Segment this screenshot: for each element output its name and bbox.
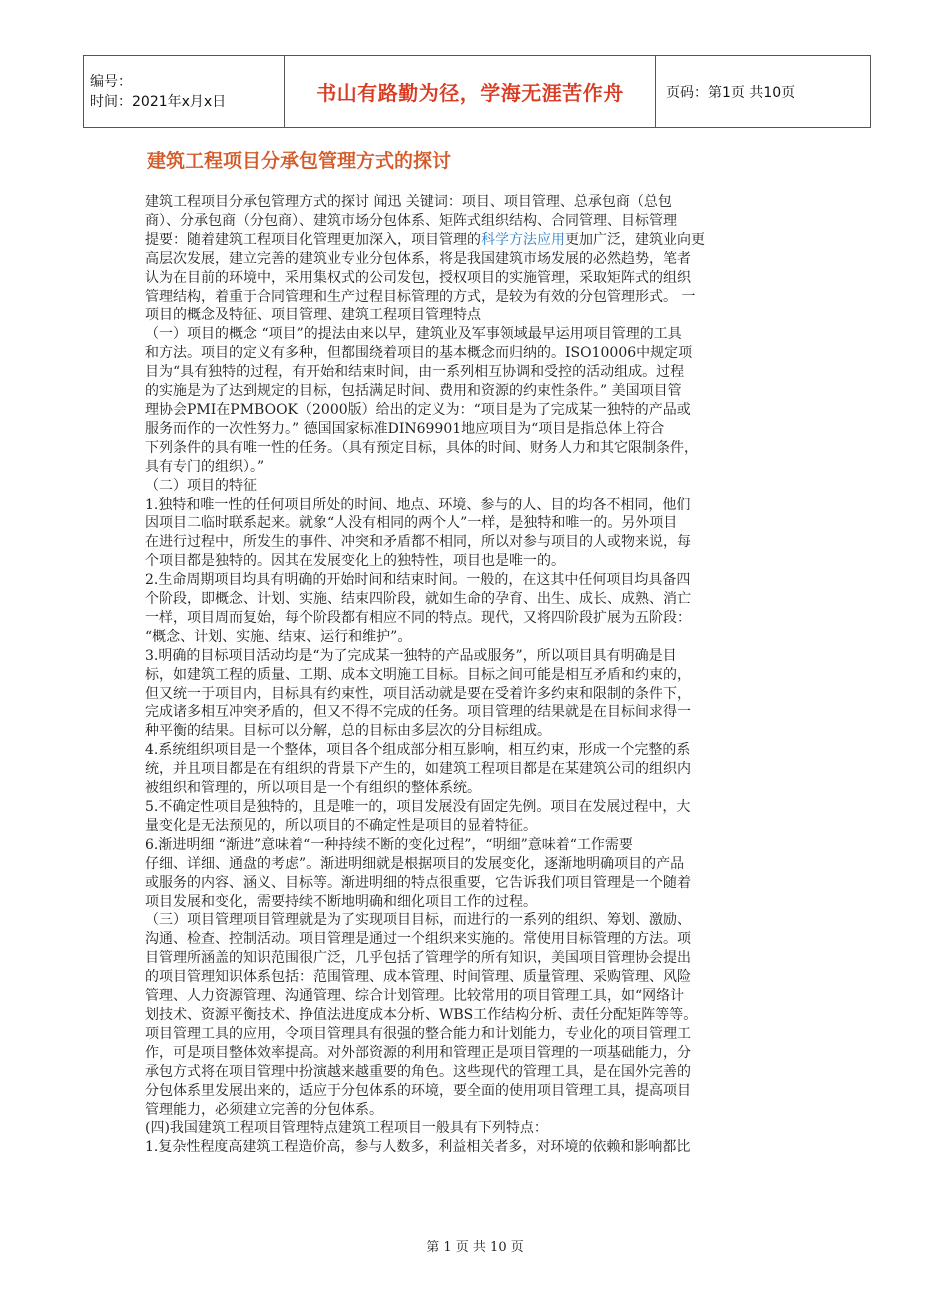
body-line: 个阶段，即概念、计划、实施、结束四阶段，就如生命的孕育、出生、成长、成熟、消亡: [145, 591, 691, 608]
motto-text: 书山有路勤为径，学海无涯苦作舟: [316, 81, 624, 105]
header-motto-cell: [285, 56, 656, 128]
science-method-link[interactable]: 科学方法应用: [481, 231, 565, 248]
body-line: 1.复杂性程度高建筑工程造价高，参与人数多，利益相关者多，对环境的依赖和影响都比: [145, 1139, 691, 1156]
header-page-cell: [656, 56, 871, 128]
body-line: 种平衡的结果。目标可以分解，总的目标由多层次的分目标组成。: [145, 723, 551, 740]
date-label: 时间：2021年x月x日: [90, 93, 227, 110]
body-line: “概念、计划、实施、结束、运行和维护”。: [145, 628, 412, 645]
body-line: 3.明确的目标项目活动均是“为了完成某一独特的产品或服务”，所以项目具有明确是目: [145, 647, 677, 664]
body-line: 和方法。项目的定义有多种，但都围绕着项目的基本概念而归纳的。ISO10006中规定项: [145, 345, 693, 362]
body-line: 项目发展和变化，需要持续不断地明确和细化项目工作的过程。: [145, 893, 537, 910]
body-line: 仔细、详细、通盘的考虑”。渐进明细就是根据项目的发展变化，逐渐地明确项目的产品: [145, 855, 685, 872]
body-line-start: 提要：随着建筑工程项目化管理更加深入，项目管理的: [145, 231, 481, 248]
body-line: 因项目二临时联系起来。就象“人没有相同的两个人”一样，是独特和唯一的。另外项目: [145, 515, 678, 532]
body-line: 管理、人力资源管理、沟通管理、综合计划管理。比较常用的项目管理工具，如“网络计: [145, 988, 685, 1005]
body-line: 4.系统组织项目是一个整体，项目各个组成部分相互影响，相互约束，形成一个完整的系: [145, 742, 691, 759]
body-line: 划技术、资源平衡技术、挣值法进度成本分析、WBS工作结构分析、责任分配矩阵等等。: [145, 1006, 698, 1023]
body-line: 项目的概念及特征、项目管理、建筑工程项目管理特点: [145, 307, 481, 324]
body-line: 的实施是为了达到规定的目标，包括满足时间、费用和资源的约束性条件。” 美国项目管: [145, 383, 682, 400]
body-line: 被组织和管理的，所以项目是一个有组织的整体系统。: [145, 780, 481, 797]
body-line: 承包方式将在项目管理中扮演越来越重要的角色。这些现代的管理工具，是在国外完善的: [145, 1063, 691, 1080]
body-line: 管理结构，着重于合同管理和生产过程目标管理的方式，是较为有效的分包管理形式。 一: [145, 288, 696, 305]
body-line: (四)我国建筑工程项目管理特点建筑工程项目一般具有下列特点：: [145, 1120, 548, 1137]
body-line: 项目管理工具的应用，令项目管理具有很强的整合能力和计划能力，专业化的项目管理工: [145, 1025, 691, 1042]
body-line: 在进行过程中，所发生的事件、冲突和矛盾都不相同，所以对参与项目的人或物来说，每: [145, 534, 691, 551]
body-line: 商）、分承包商（分包商）、建筑市场分包体系、矩阵式组织结构、合同管理、目标管理: [145, 212, 677, 229]
body-line: 量变化是无法预见的，所以项目的不确定性是项目的显着特征。: [145, 817, 537, 834]
body-line: 下列条件的具有唯一性的任务。（具有预定目标，具体的时间、财务人力和其它限制条件，: [145, 439, 698, 456]
body-line: 的项目管理知识体系包括：范围管理、成本管理、时间管理、质量管理、采购管理、风险: [145, 969, 691, 986]
body-line: 沟通、检查、控制活动。项目管理是通过一个组织来实施的。常使用目标管理的方法。项: [145, 931, 691, 948]
body-line: 个项目都是独特的。因其在发展变化上的独特性，项目也是唯一的。: [145, 553, 565, 570]
body-line: 2.生命周期项目均具有明确的开始时间和结束时间。一般的，在这其中任何项目均具备四: [145, 572, 691, 589]
body-line: 管理能力，必须建立完善的分包体系。: [145, 1101, 383, 1118]
body-line: 认为在目前的环境中，采用集权式的公司发包，授权项目的实施管理，采取矩阵式的组织: [145, 269, 691, 286]
body-line-end: 更加广泛，建筑业向更: [565, 231, 705, 248]
header-table: [83, 55, 871, 128]
header-meta-cell: [84, 56, 285, 128]
body-line: 具有专门的组织）。”: [145, 458, 265, 475]
page-footer: 第 1 页 共 10 页: [426, 1240, 524, 1255]
body-line: 建筑工程项目分承包管理方式的探讨 闻迅 关键词：项目、项目管理、总承包商（总包: [145, 194, 672, 210]
body-line: （三）项目管理项目管理就是为了实现项目目标，而进行的一系列的组织、筹划、激励、: [145, 912, 691, 929]
document-title: 建筑工程项目分承包管理方式的探讨: [147, 150, 452, 172]
body-line: 6.渐进明细 “渐进”意味着“一种持续不断的变化过程”，“明细”意味着“工作需要: [145, 836, 633, 853]
body-line: （一）项目的概念 “项目”的提法由来以早，建筑业及军事领域最早运用项目管理的工具: [145, 326, 682, 343]
body-line: 目为“具有独特的过程，有开始和结束时间，由一系列相互协调和受控的活动组成。过程: [145, 364, 685, 381]
body-line: 高层次发展，建立完善的建筑业专业分包体系，将是我国建筑市场发展的必然趋势，笔者: [145, 250, 691, 267]
body-line: 一样，项目周而复始，每个阶段都有相应不同的特点。现代，又将四阶段扩展为五阶段：: [145, 609, 691, 626]
page-number-label: 页码：第1页 共10页: [666, 84, 796, 101]
section-heading: （二）项目的特征: [145, 477, 257, 494]
body-line: 作，可是项目整体效率提高。对外部资源的利用和管理正是项目管理的一项基础能力，分: [145, 1044, 691, 1061]
body-line: 或服务的内容、涵义、目标等。渐进明细的特点很重要，它告诉我们项目管理是一个随着: [145, 874, 691, 891]
article-body: [145, 193, 810, 1157]
body-line: 1.独特和唯一性的任何项目所处的时间、地点、环境、参与的人、目的均各不相同，他们: [145, 496, 691, 513]
body-line: 统，并且项目都是在有组织的背景下产生的，如建筑工程项目都是在某建筑公司的组织内: [145, 761, 691, 778]
body-line: 完成诸多相互冲突矛盾的，但又不得不完成的任务。项目管理的结果就是在目标间求得一: [145, 704, 691, 721]
body-line: 分包体系里发展出来的，适应于分包体系的环境，要全面的使用项目管理工具，提高项目: [145, 1082, 691, 1099]
body-line: 5.不确定性项目是独特的，且是唯一的，项目发展没有固定先例。项目在发展过程中，大: [145, 799, 691, 815]
body-line: 理协会PMI在PMBOOK（2000版）给出的定义为：“项目是为了完成某一独特的产品或: [145, 401, 691, 418]
body-line: 但又统一于项目内，目标具有约束性，项目活动就是要在受着许多约束和限制的条件下，: [145, 685, 691, 702]
serial-number-label: 编号：: [90, 73, 132, 90]
body-line: 目管理所涵盖的知识范围很广泛，几乎包括了管理学的所有知识，美国项目管理协会提出: [145, 950, 691, 967]
body-line: 服务而作的一次性努力。” 德国国家标准DIN69901地应项目为“项目是指总体上符合: [145, 420, 665, 437]
body-line-with-link: [145, 231, 810, 250]
body-line: 标，如建筑工程的质量、工期、成本文明施工目标。目标之间可能是相互矛盾和约束的，: [145, 666, 691, 683]
